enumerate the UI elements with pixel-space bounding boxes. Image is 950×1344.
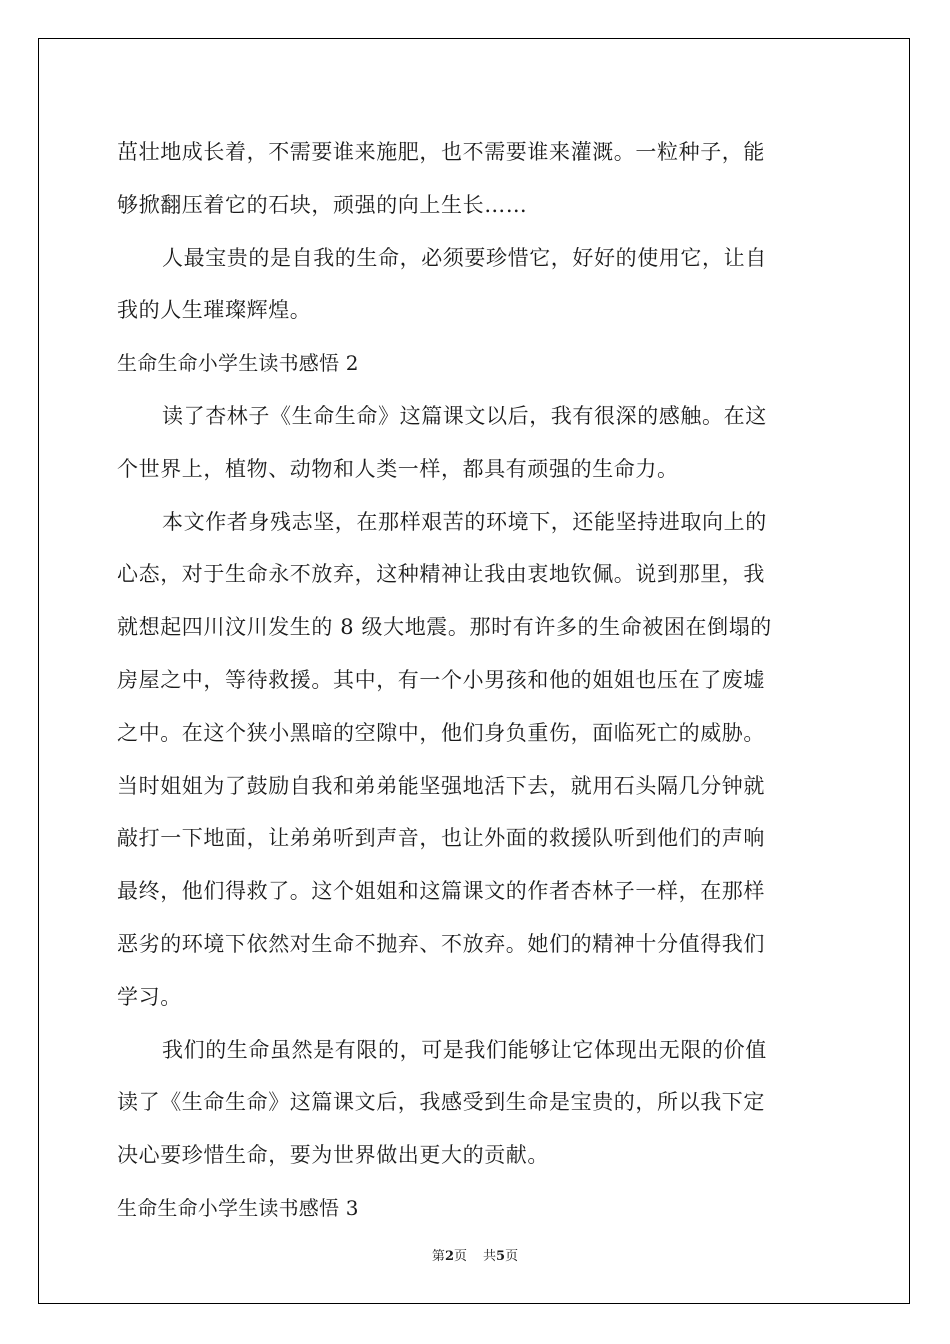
text-line-14: 敲打一下地面，让弟弟听到声音，也让外面的救援队听到他们的声响	[117, 826, 765, 851]
text-line-16: 恶劣的环境下依然对生命不抛弃、不放弃。她们的精神十分值得我们	[117, 931, 765, 956]
paragraph-start-line-8: 本文作者身残志坚，在那样艰苦的环境下，还能坚持进取向上的	[162, 509, 767, 534]
text-line-20: 决心要珍惜生命，要为世界做出更大的贡献。	[117, 1143, 549, 1168]
text-line-9: 心态，对于生命永不放弃，这种精神让我由衷地钦佩。说到那里，我	[117, 562, 765, 587]
document-body	[117, 126, 835, 1235]
current-page-number: 2	[444, 1249, 454, 1264]
paragraph-start-line-18: 我们的生命虽然是有限的，可是我们能够让它体现出无限的价值	[162, 1037, 767, 1062]
section-heading-2: 生命生命小学生读书感悟 2	[117, 351, 359, 376]
page-unit: 页	[453, 1249, 467, 1264]
text-line-11: 房屋之中，等待救援。其中，有一个小男孩和他的姐姐也压在了废墟	[117, 667, 765, 692]
section-heading-3: 生命生命小学生读书感悟 3	[117, 1195, 359, 1220]
text-line-19: 读了《生命生命》这篇课文后，我感受到生命是宝贵的，所以我下定	[117, 1090, 765, 1115]
total-prefix: 共	[483, 1249, 497, 1264]
total-unit: 页	[505, 1249, 519, 1264]
total-page-number: 5	[496, 1249, 506, 1264]
text-line-15: 最终，他们得救了。这个姐姐和这篇课文的作者杏林子一样，在那样	[117, 879, 765, 904]
text-line-2: 够掀翻压着它的石块，顽强的向上生长……	[117, 192, 528, 217]
paragraph-start-line-6: 读了杏林子《生命生命》这篇课文以后，我有很深的感触。在这	[162, 403, 767, 428]
text-line-1: 茁壮地成长着，不需要谁来施肥，也不需要谁来灌溉。一粒种子，能	[117, 140, 765, 164]
paragraph-start-line-3: 人最宝贵的是自我的生命，必须要珍惜它，好好的使用它，让自	[162, 245, 767, 270]
text-line-17: 学习。	[117, 984, 182, 1009]
text-line-12: 之中。在这个狭小黑暗的空隙中，他们身负重伤，面临死亡的威胁。	[117, 720, 765, 745]
page-prefix: 第	[431, 1249, 445, 1264]
text-line-7: 个世界上，植物、动物和人类一样，都具有顽强的生命力。	[117, 456, 679, 481]
text-line-10: 就想起四川汶川发生的 8 级大地震。那时有许多的生命被困在倒塌的	[117, 615, 772, 640]
page-footer	[0, 1248, 950, 1266]
text-line-4: 我的人生璀璨辉煌。	[117, 298, 312, 323]
text-line-13: 当时姐姐为了鼓励自我和弟弟能坚强地活下去，就用石头隔几分钟就	[117, 773, 765, 798]
